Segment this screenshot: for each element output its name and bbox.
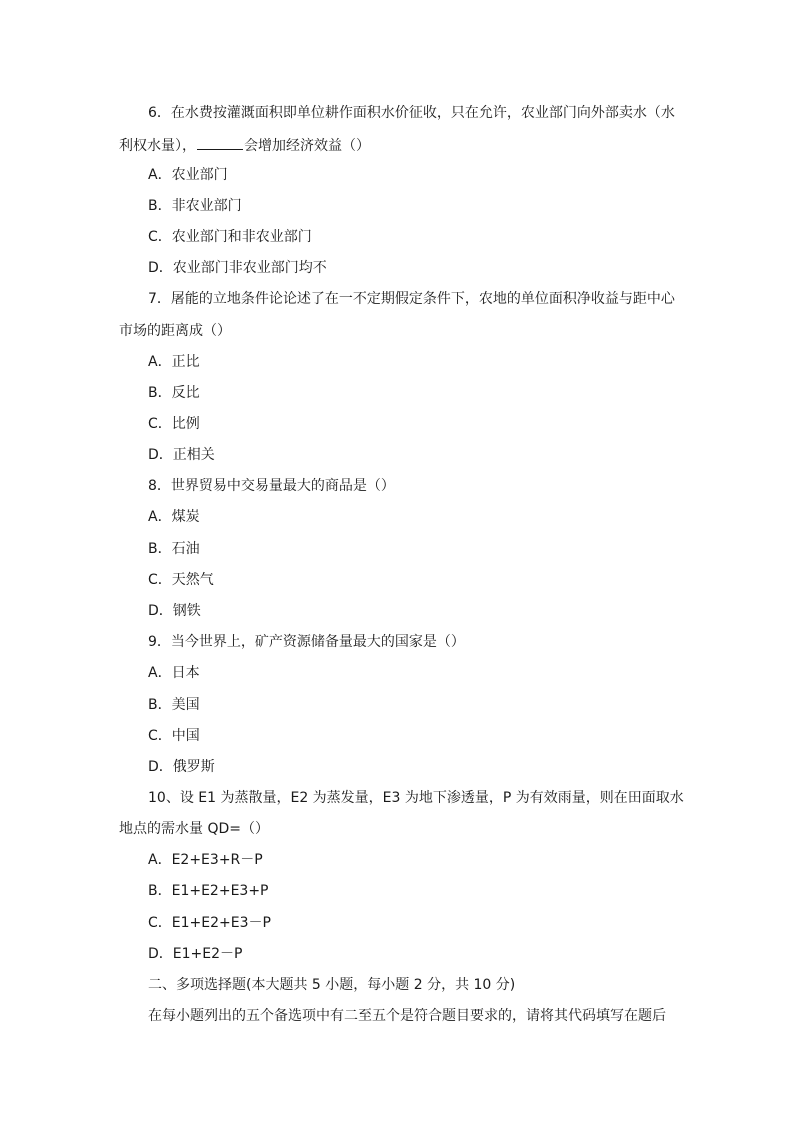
question-10-option-c: C．E1+E2+E3－P xyxy=(148,915,271,931)
question-7-option-b: B．反比 xyxy=(148,385,200,401)
section-2-heading: 二、多项选择题(本大题共 5 小题，每小题 2 分，共 10 分) xyxy=(148,977,516,993)
question-8-option-d: D．钢铁 xyxy=(148,603,201,619)
question-8-option-a: A．煤炭 xyxy=(148,509,200,525)
question-6-line1: 6．在水费按灌溉面积即单位耕作面积水价征收，只在允许，农业部门向外部卖水（水 xyxy=(148,105,675,121)
question-8-option-c: C．天然气 xyxy=(148,572,214,588)
question-9-option-b: B．美国 xyxy=(148,697,200,713)
question-8-line1: 8．世界贸易中交易量最大的商品是（） xyxy=(148,478,395,494)
question-10-option-d: D．E1+E2－P xyxy=(148,946,243,962)
question-6-line2-pre: 利权水量）， xyxy=(119,138,196,154)
question-6-option-a: A．农业部门 xyxy=(148,167,228,183)
question-9-line1: 9．当今世界上，矿产资源储备量最大的国家是（） xyxy=(148,634,465,650)
question-10-line2: 地点的需水量 QD=（） xyxy=(119,821,269,837)
question-6-option-d: D．农业部门非农业部门均不 xyxy=(148,260,327,276)
question-7-option-d: D．正相关 xyxy=(148,447,215,463)
question-10-option-a: A．E2+E3+R－P xyxy=(148,852,263,868)
section-2-instruction: 在每小题列出的五个备选项中有二至五个是符合题目要求的，请将其代码填写在题后 xyxy=(148,1008,666,1024)
question-9-option-a: A．日本 xyxy=(148,665,200,681)
question-10-line1: 10、设 E1 为蒸散量，E2 为蒸发量，E3 为地下渗透量，P 为有效雨量，则在田面取水 xyxy=(148,790,684,806)
question-10-option-b: B．E1+E2+E3+P xyxy=(148,883,269,899)
answer-blank xyxy=(197,135,243,150)
question-6-line2 xyxy=(119,135,370,155)
question-7-option-a: A．正比 xyxy=(148,354,200,370)
question-7-option-c: C．比例 xyxy=(148,416,200,432)
question-7-line2: 市场的距离成（） xyxy=(119,323,231,339)
question-9-option-c: C．中国 xyxy=(148,728,200,744)
question-6-option-c: C．农业部门和非农业部门 xyxy=(148,229,312,245)
question-9-option-d: D．俄罗斯 xyxy=(148,759,215,775)
question-8-option-b: B．石油 xyxy=(148,541,200,557)
question-6-option-b: B．非农业部门 xyxy=(148,198,242,214)
question-6-line2-post: 会增加经济效益（） xyxy=(244,138,370,154)
question-7-line1: 7．屠能的立地条件论论述了在一不定期假定条件下，农地的单位面积净收益与距中心 xyxy=(148,291,675,307)
